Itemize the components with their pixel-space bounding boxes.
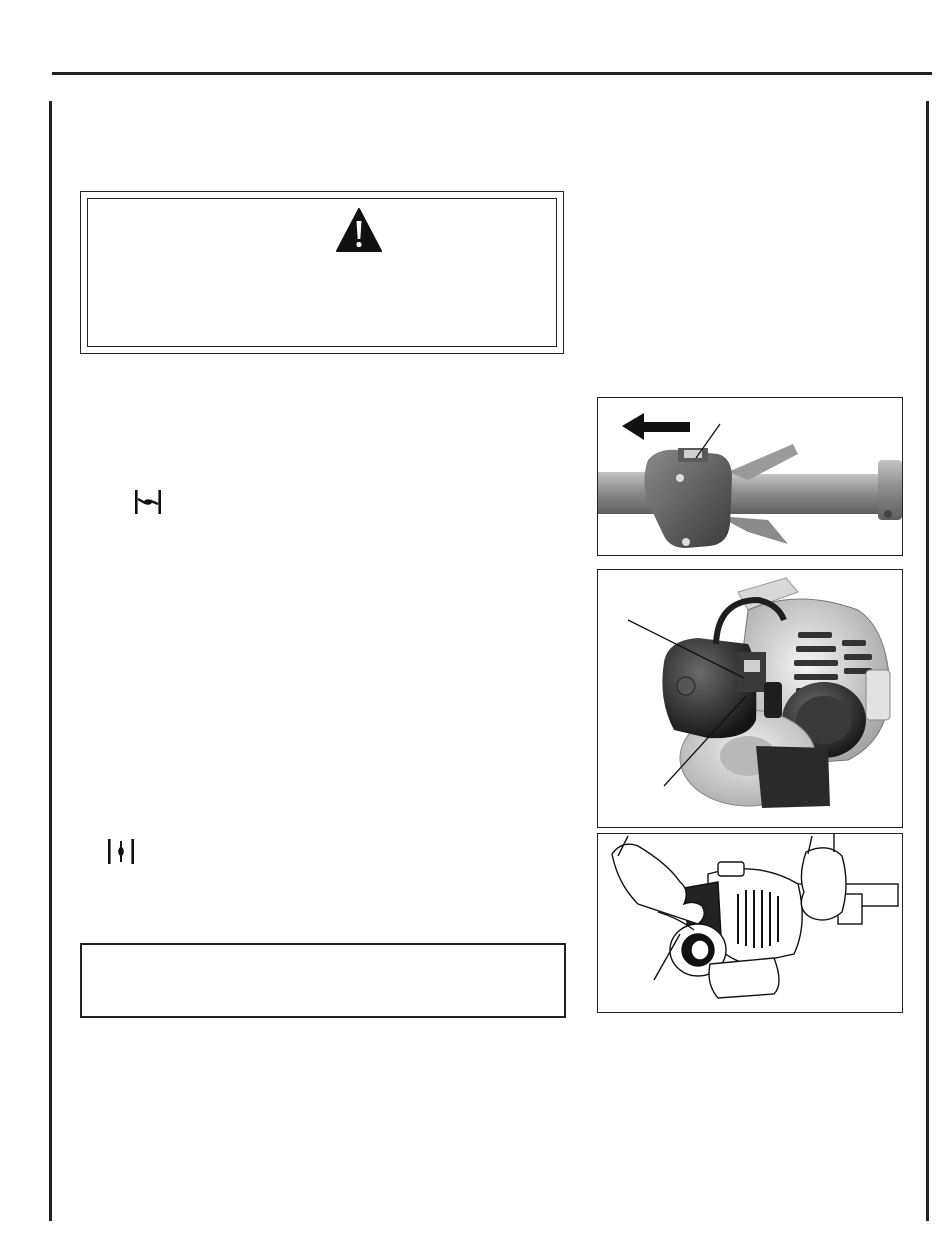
engine-photo	[597, 569, 903, 828]
choke-closed-icon	[134, 489, 162, 515]
warning-box-inner-frame	[87, 198, 557, 347]
choke-open-icon	[106, 838, 136, 865]
note-box	[80, 943, 566, 1018]
warning-triangle-icon	[335, 207, 383, 253]
top-rule	[52, 72, 932, 75]
gloved-hands-engine-illustration	[597, 833, 903, 1013]
left-margin-rule	[49, 101, 52, 1221]
right-margin-rule	[926, 101, 929, 1221]
throttle-handle-photo	[597, 397, 903, 556]
warning-box	[80, 191, 564, 354]
